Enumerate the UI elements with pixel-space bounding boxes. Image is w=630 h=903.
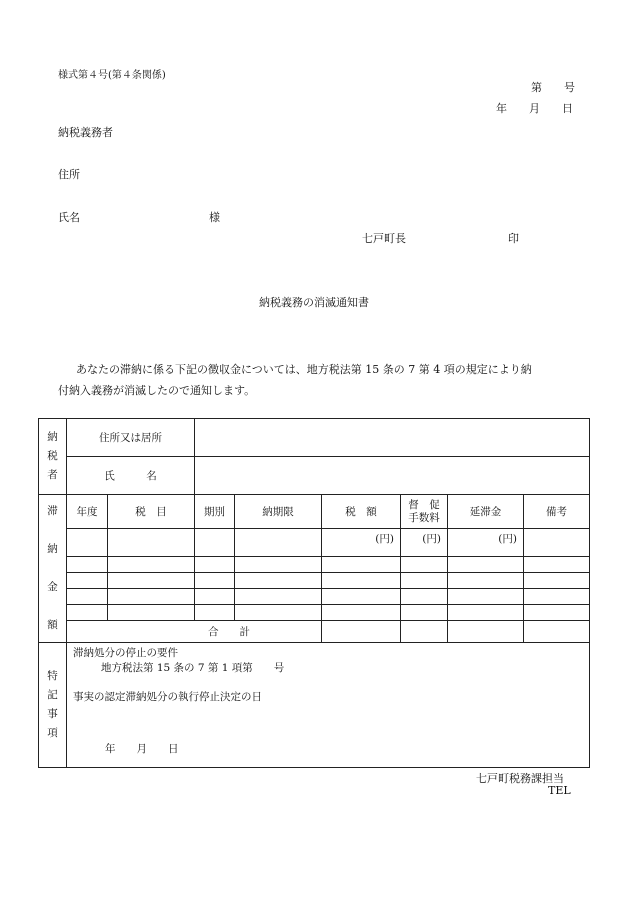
table-cell — [235, 589, 322, 605]
table-cell — [401, 557, 448, 573]
notice-table — [38, 418, 590, 768]
department-name: 七戸町税務課担当 — [476, 772, 564, 785]
special-line2: 地方税法第 15 条の 7 第 1 項第 号 — [101, 662, 285, 674]
table-cell — [67, 589, 108, 605]
table-cell — [235, 573, 322, 589]
special-date: 年 月 日 — [105, 743, 179, 755]
table-cell — [67, 557, 108, 573]
table-cell — [195, 529, 235, 557]
col-dunning-fee-line1: 督 促 — [408, 498, 440, 511]
address-cell — [195, 419, 590, 457]
table-cell — [448, 605, 524, 621]
col-year: 年度 — [67, 495, 108, 529]
document-title: 納税義務の消滅通知書 — [259, 296, 369, 309]
table-cell — [67, 605, 108, 621]
table-cell — [108, 589, 195, 605]
table-cell — [235, 529, 322, 557]
tel-label: TEL — [548, 784, 571, 797]
table-cell — [322, 589, 401, 605]
table-cell — [322, 605, 401, 621]
yen-unit: (円) — [448, 529, 524, 557]
form-number: 様式第４号(第４条関係) — [58, 70, 166, 81]
table-cell — [448, 573, 524, 589]
taxpayer-section-label: 納 税 者 — [39, 419, 67, 495]
table-cell — [401, 621, 448, 643]
honorific: 様 — [209, 211, 220, 224]
col-remarks: 備考 — [524, 495, 590, 529]
address-row-label: 住所又は居所 — [67, 419, 195, 457]
taxpayer-label: 納税義務者 — [58, 126, 113, 139]
col-late-fee: 延滞金 — [448, 495, 524, 529]
table-cell — [108, 605, 195, 621]
body-text-line2: 付納入義務が消滅したので通知します。 — [58, 384, 256, 397]
table-cell — [195, 557, 235, 573]
body-text-line1: あなたの滞納に係る下記の徴収金については、地方税法第 15 条の 7 第 4 項の規定により納 — [76, 363, 532, 376]
special-section-label: 特 記 事 項 — [39, 643, 67, 768]
col-tax-item: 税 目 — [108, 495, 195, 529]
seal-mark: 印 — [508, 232, 519, 245]
special-line1: 滞納処分の停止の要件 — [73, 647, 178, 659]
table-cell — [108, 529, 195, 557]
yen-unit: (円) — [401, 529, 448, 557]
table-cell — [448, 621, 524, 643]
table-cell — [195, 589, 235, 605]
col-due-date: 納期限 — [235, 495, 322, 529]
table-cell — [322, 621, 401, 643]
table-cell — [448, 557, 524, 573]
table-cell — [108, 557, 195, 573]
table-cell — [448, 589, 524, 605]
table-cell — [235, 605, 322, 621]
name-row-label: 氏 名 — [67, 457, 195, 495]
table-cell — [524, 557, 590, 573]
special-notes-cell — [67, 643, 590, 768]
issuer: 七戸町長 — [362, 232, 406, 245]
col-dunning-fee — [401, 495, 448, 529]
name-cell — [195, 457, 590, 495]
table-cell — [322, 573, 401, 589]
table-cell — [108, 573, 195, 589]
table-cell — [524, 529, 590, 557]
table-cell — [524, 621, 590, 643]
table-cell — [401, 605, 448, 621]
col-period: 期別 — [195, 495, 235, 529]
table-cell — [524, 589, 590, 605]
name-label: 氏名 — [58, 211, 80, 224]
yen-unit: (円) — [322, 529, 401, 557]
table-cell — [235, 557, 322, 573]
table-cell — [322, 557, 401, 573]
table-cell — [67, 529, 108, 557]
table-cell — [401, 589, 448, 605]
total-label: 合 計 — [67, 621, 322, 643]
document-number: 第 号 — [531, 81, 575, 94]
table-cell — [524, 605, 590, 621]
table-cell — [195, 573, 235, 589]
table-cell — [401, 573, 448, 589]
table-cell — [524, 573, 590, 589]
table-cell — [67, 573, 108, 589]
special-line3: 事実の認定滞納処分の執行停止決定の日 — [73, 691, 262, 703]
address-label: 住所 — [58, 168, 80, 181]
delinquent-section-label: 滞 納 金 額 — [39, 495, 67, 643]
col-tax-amount: 税 額 — [322, 495, 401, 529]
col-dunning-fee-line2: 手数料 — [408, 511, 440, 524]
issue-date: 年 月 日 — [496, 102, 573, 115]
table-cell — [195, 605, 235, 621]
